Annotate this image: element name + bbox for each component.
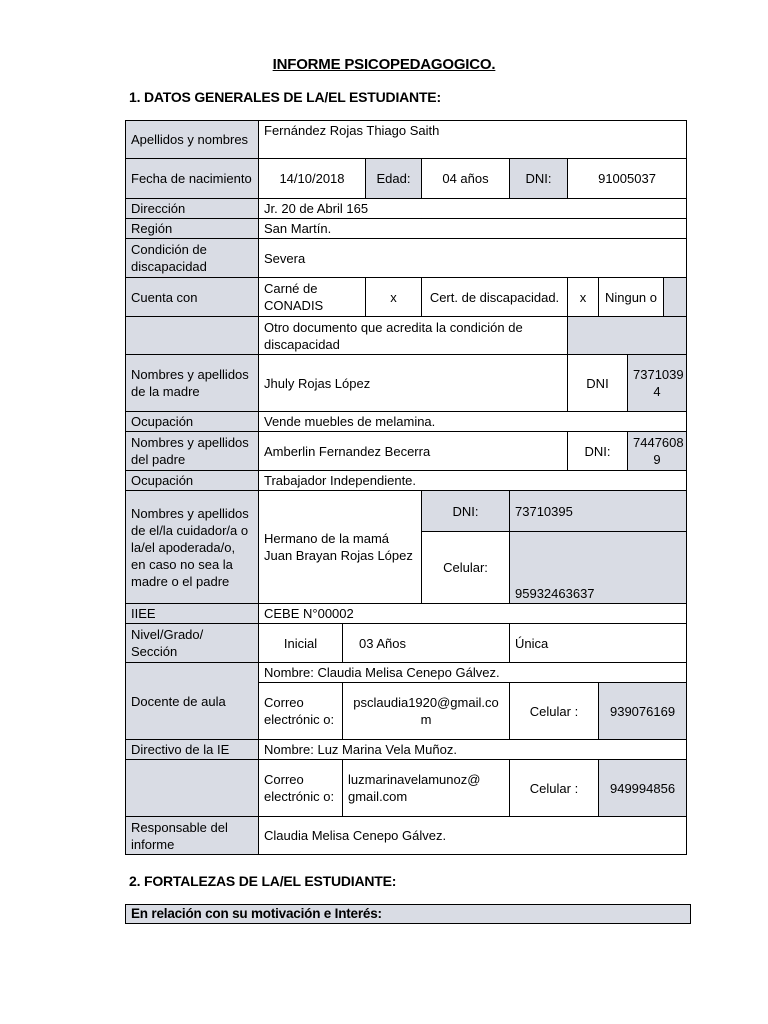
label-empty xyxy=(126,760,259,817)
value-student-dni: 91005037 xyxy=(568,159,687,199)
value-age: 04 años xyxy=(422,159,510,199)
table-row xyxy=(126,491,687,532)
section-heading-general-data: 1. DATOS GENERALES DE LA/EL ESTUDIANTE: xyxy=(129,89,441,105)
value-iiee: CEBE N°00002 xyxy=(259,604,687,624)
value-director-email: luzmarinavelamunoz@ gmail.com xyxy=(343,760,510,817)
value-responsible: Claudia Melisa Cenepo Gálvez. xyxy=(259,817,687,855)
value-mother-occupation: Vende muebles de melamina. xyxy=(259,412,687,432)
label-teacher-phone: Celular : xyxy=(510,683,599,740)
label-teacher: Docente de aula xyxy=(126,663,259,740)
table-row xyxy=(126,817,687,855)
mark-conadis: x xyxy=(366,278,422,317)
value-father-occupation: Trabajador Independiente. xyxy=(259,471,687,491)
value-director-name: Nombre: Luz Marina Vela Muñoz. xyxy=(259,740,687,760)
value-teacher-phone: 939076169 xyxy=(599,683,687,740)
table-row xyxy=(126,219,687,239)
label-level: Nivel/Grado/ Sección xyxy=(126,624,259,663)
value-grade: 03 Años xyxy=(343,624,510,663)
label-guardian: Nombres y apellidos de el/la cuidador/a o la/el apoderada/o, en caso no sea la madre o el padre xyxy=(126,491,259,604)
table-row xyxy=(126,624,687,663)
guardian-name: Juan Brayan Rojas López xyxy=(264,548,413,563)
label-mother: Nombres y apellidos de la madre xyxy=(126,355,259,412)
table-row xyxy=(126,663,687,683)
value-director-phone: 949994856 xyxy=(599,760,687,817)
value-student-names: Fernández Rojas Thiago Saith xyxy=(259,121,687,159)
table-row xyxy=(126,278,687,317)
mark-none xyxy=(664,278,687,317)
label-mother-occupation: Ocupación xyxy=(126,412,259,432)
value-guardian-dni: 73710395 xyxy=(510,491,687,532)
option-disability-certificate: Cert. de discapacidad. xyxy=(422,278,568,317)
table-row xyxy=(126,239,687,278)
label-guardian-phone: Celular: xyxy=(422,532,510,604)
value-mother-dni: 7371039 4 xyxy=(628,355,687,412)
label-director-email: Correo electrónic o: xyxy=(259,760,343,817)
value-father-name: Amberlin Fernandez Becerra xyxy=(259,432,568,471)
value-guardian xyxy=(259,491,422,604)
option-other-document: Otro documento que acredita la condición de discapacidad xyxy=(259,317,568,355)
value-address: Jr. 20 de Abril 165 xyxy=(259,199,687,219)
label-guardian-dni: DNI: xyxy=(422,491,510,532)
document-title: INFORME PSICOPEDAGOGICO. xyxy=(272,56,496,73)
value-region: San Martín. xyxy=(259,219,687,239)
option-none: Ningun o xyxy=(599,278,664,317)
option-conadis: Carné de CONADIS xyxy=(259,278,366,317)
table-row xyxy=(126,471,687,491)
table-row xyxy=(126,432,687,471)
value-guardian-phone: 95932463637 xyxy=(510,532,687,604)
table-row xyxy=(126,760,687,817)
value-disability: Severa xyxy=(259,239,687,278)
value-birth-date: 14/10/2018 xyxy=(259,159,366,199)
label-teacher-email: Correo electrónic o: xyxy=(259,683,343,740)
label-director: Directivo de la IE xyxy=(126,740,259,760)
motivation-interest-header: En relación con su motivación e Interés: xyxy=(125,904,691,924)
label-responsible: Responsable del informe xyxy=(126,817,259,855)
label-iiee: IIEE xyxy=(126,604,259,624)
table-row xyxy=(126,159,687,199)
label-address: Dirección xyxy=(126,199,259,219)
mark-other-document xyxy=(568,317,687,355)
value-teacher-name: Nombre: Claudia Melisa Cenepo Gálvez. xyxy=(259,663,687,683)
label-director-phone: Celular : xyxy=(510,760,599,817)
guardian-relation: Hermano de la mamá xyxy=(264,531,389,546)
student-data-table xyxy=(125,120,687,855)
label-student-dni: DNI: xyxy=(510,159,568,199)
label-has-documents: Cuenta con xyxy=(126,278,259,317)
label-father-dni: DNI: xyxy=(568,432,628,471)
mark-disability-certificate: x xyxy=(568,278,599,317)
label-father: Nombres y apellidos del padre xyxy=(126,432,259,471)
label-age: Edad: xyxy=(366,159,422,199)
table-row xyxy=(126,604,687,624)
label-birth-date: Fecha de nacimiento xyxy=(126,159,259,199)
table-row xyxy=(126,121,687,159)
label-disability: Condición de discapacidad xyxy=(126,239,259,278)
value-teacher-email: psclaudia1920@gmail.co m xyxy=(343,683,510,740)
label-mother-dni: DNI xyxy=(568,355,628,412)
table-row xyxy=(126,355,687,412)
table-row xyxy=(126,412,687,432)
value-mother-name: Jhuly Rojas López xyxy=(259,355,568,412)
value-section: Única xyxy=(510,624,687,663)
section-heading-strengths: 2. FORTALEZAS DE LA/EL ESTUDIANTE: xyxy=(129,873,397,889)
table-row xyxy=(126,740,687,760)
label-father-occupation: Ocupación xyxy=(126,471,259,491)
label-region: Región xyxy=(126,219,259,239)
value-level: Inicial xyxy=(259,624,343,663)
table-row xyxy=(126,199,687,219)
table-row xyxy=(126,317,687,355)
label-names: Apellidos y nombres xyxy=(126,121,259,159)
value-father-dni: 7447608 9 xyxy=(628,432,687,471)
label-empty xyxy=(126,317,259,355)
